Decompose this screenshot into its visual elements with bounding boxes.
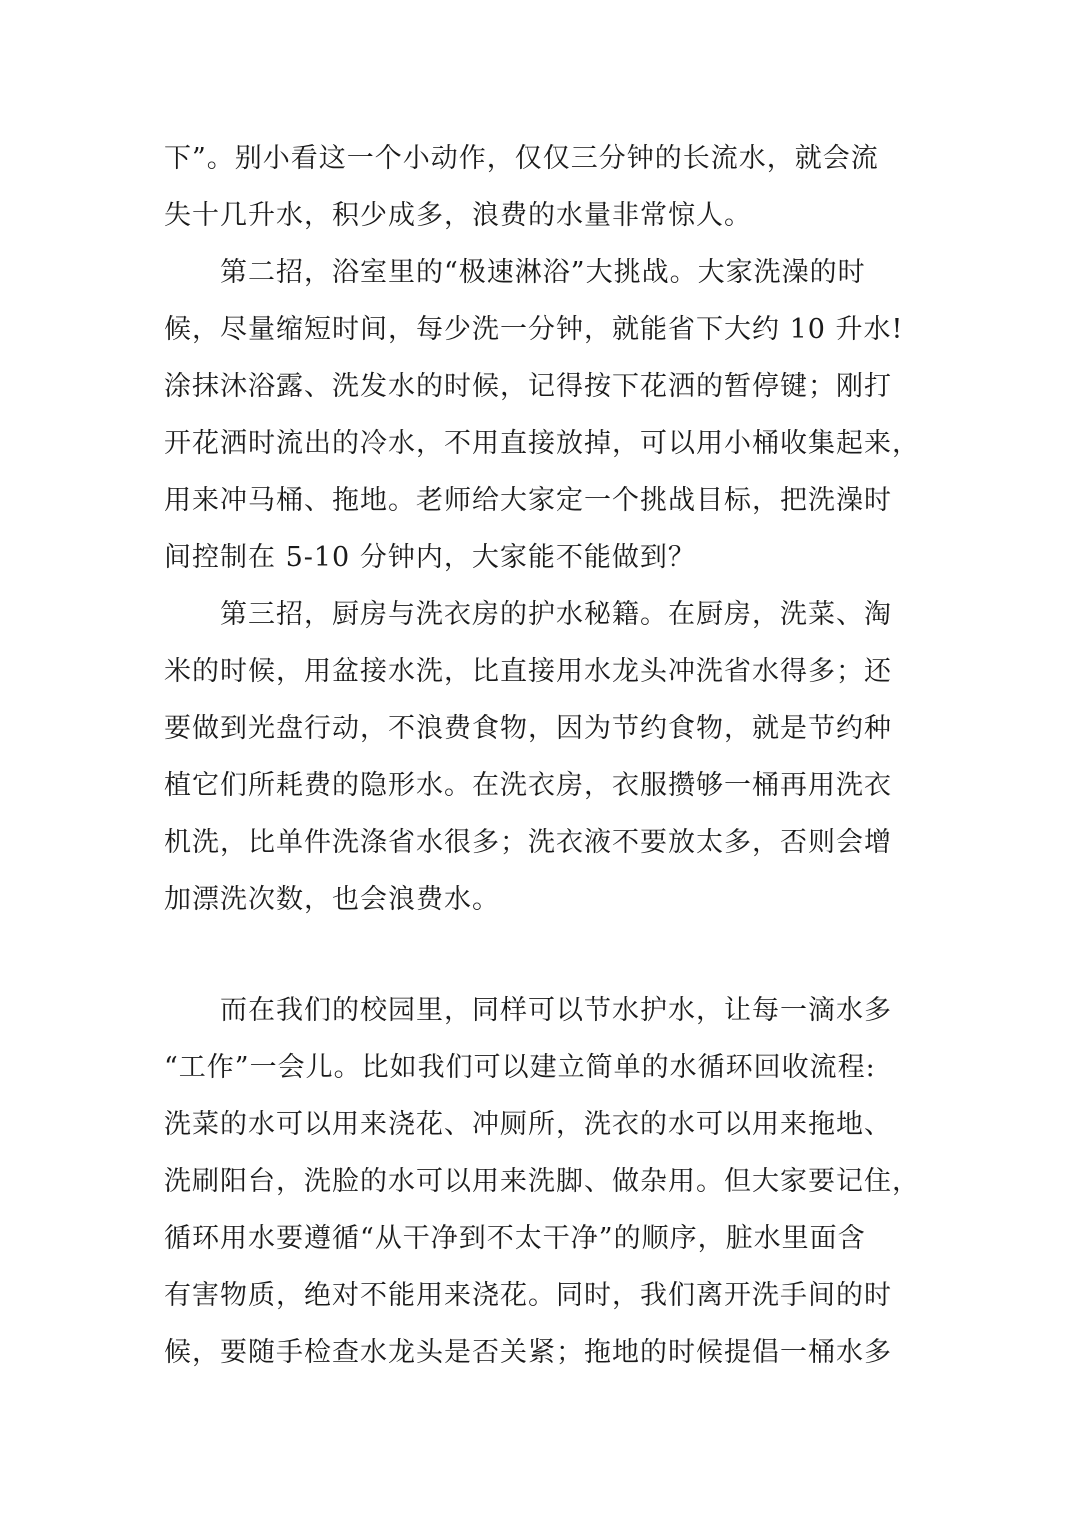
text-line: 候，要随手检查水龙头是否关紧；拖地的时候提倡一桶水多 — [164, 1337, 892, 1368]
text-line: 下”。别小看这一个小动作，仅仅三分钟的长流水，就会流 — [164, 143, 879, 174]
text-line: 米的时候，用盆接水洗，比直接用水龙头冲洗省水得多；还 — [164, 656, 892, 687]
text-line: 而在我们的校园里，同样可以节水护水，让每一滴水多 — [220, 995, 892, 1026]
text-line: 加漂洗次数，也会浪费水。 — [164, 884, 500, 915]
text-line: 要做到光盘行动，不浪费食物，因为节约食物，就是节约种 — [164, 713, 892, 744]
text-line: 候，尽量缩短时间，每少洗一分钟，就能省下大约 10 升水! — [164, 314, 904, 345]
text-line: 开花洒时流出的冷水，不用直接放掉，可以用小桶收集起来， — [164, 428, 920, 459]
text-line: 洗菜的水可以用来浇花、冲厕所，洗衣的水可以用来拖地、 — [164, 1109, 892, 1140]
text-line: 间控制在 5-10 分钟内，大家能不能做到？ — [164, 542, 696, 573]
text-line: 机洗，比单件洗涤省水很多；洗衣液不要放太多，否则会增 — [164, 827, 892, 858]
text-line: “工作”一会儿。比如我们可以建立简单的水循环回收流程: — [164, 1052, 876, 1083]
text-line: 第二招，浴室里的“极速淋浴”大挑战。大家洗澡的时 — [220, 257, 866, 288]
text-line: 洗刷阳台，洗脸的水可以用来洗脚、做杂用。但大家要记住， — [164, 1166, 920, 1197]
text-line: 植它们所耗费的隐形水。在洗衣房，衣服攒够一桶再用洗衣 — [164, 770, 892, 801]
text-line: 有害物质，绝对不能用来浇花。同时，我们离开洗手间的时 — [164, 1280, 892, 1311]
text-line: 用来冲马桶、拖地。老师给大家定一个挑战目标，把洗澡时 — [164, 485, 892, 516]
text-line: 第三招，厨房与洗衣房的护水秘籍。在厨房，洗菜、淘 — [220, 599, 892, 630]
text-line: 涂抹沐浴露、洗发水的时候，记得按下花洒的暂停键；刚打 — [164, 371, 892, 402]
text-line: 循环用水要遵循“从干净到不太干净”的顺序，脏水里面含 — [164, 1223, 866, 1254]
text-line: 失十几升水，积少成多，浪费的水量非常惊人。 — [164, 200, 752, 231]
